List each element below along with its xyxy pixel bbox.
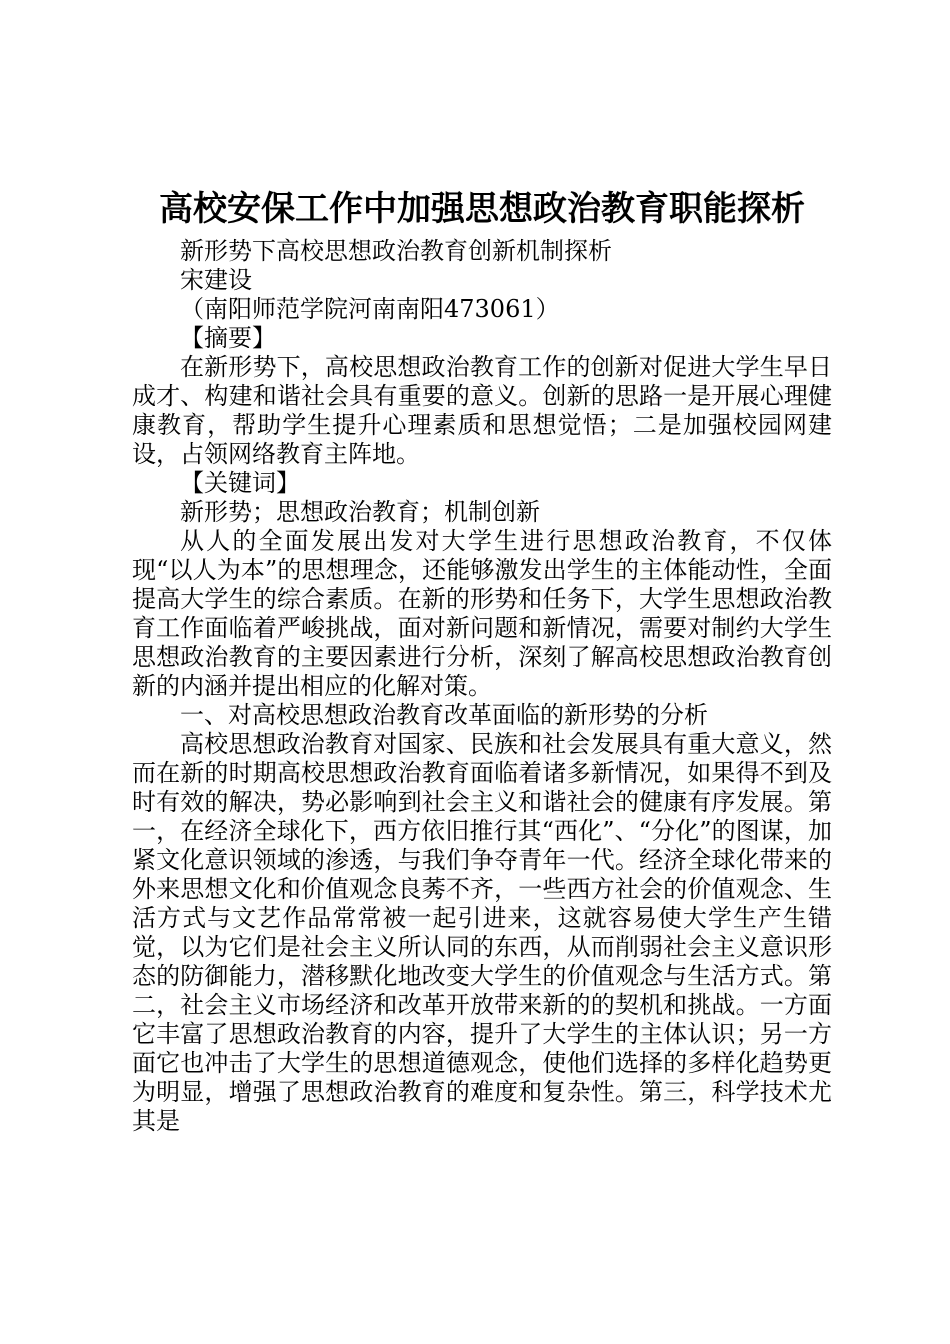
document-title: 高校安保工作中加强思想政治教育职能探析 — [159, 189, 805, 229]
abstract-heading: 【摘要】 — [180, 324, 276, 352]
affiliation: （南阳师范学院河南南阳473061） — [180, 295, 560, 323]
section-heading: 一、对高校思想政治教育改革面临的新形势的分析 — [180, 701, 708, 729]
body-paragraph: 高校思想政治教育对国家、民族和社会发展具有重大意义，然而在新的时期高校思想政治教育面临着诸多新情况，如果得不到及时有效的解决，势必影响到社会主义和谐社会的健康有序发展。第一，在经济全球化下，西方依旧推行其“西化”、“分化”的图谋，加紧文化意识领域的渗透，与我们争夺青年一代。经济全球化带来的外来思想文化和价值观念良莠不齐，一些西方社会的价值观念、生活方式与文艺作品常常被一起引进来，这就容易使大学生产生错觉，以为它们是社会主义所认同的东西，从而削弱社会主义意识形态的防御能力，潜移默化地改变大学生的价值观念与生活方式。第二，社会主义市场经济和改革开放带来新的的契机和挑战。一方面它丰富了思想政治教育的内容，提升了大学生的主体认识；另一方面它也冲击了大学生的思想道德观念，使他们选择的多样化趋势更为明显，增强了思想政治教育的难度和复杂性。第三，科学技术尤其是 — [132, 730, 832, 1135]
intro-paragraph: 从人的全面发展出发对大学生进行思想政治教育，不仅体现“以人为本”的思想理念，还能够激发出学生的主体能动性，全面提高大学生的综合素质。在新的形势和任务下，大学生思想政治教育工作面临着严峻挑战，面对新问题和新情况，需要对制约大学生思想政治教育的主要因素进行分析，深刻了解高校思想政治教育创新的内涵并提出相应的化解对策。 — [132, 527, 832, 700]
author: 宋建设 — [180, 266, 252, 294]
keywords-text: 新形势；思想政治教育；机制创新 — [180, 498, 540, 526]
subtitle: 新形势下高校思想政治教育创新机制探析 — [180, 237, 612, 265]
keywords-heading: 【关键词】 — [180, 469, 300, 497]
document-body — [132, 185, 832, 1136]
abstract-text: 在新形势下，高校思想政治教育工作的创新对促进大学生早日成才、构建和谐社会具有重要的意义。创新的思路一是开展心理健康教育，帮助学生提升心理素质和思想觉悟；二是加强校园网建设，占领网络教育主阵地。 — [132, 353, 832, 468]
